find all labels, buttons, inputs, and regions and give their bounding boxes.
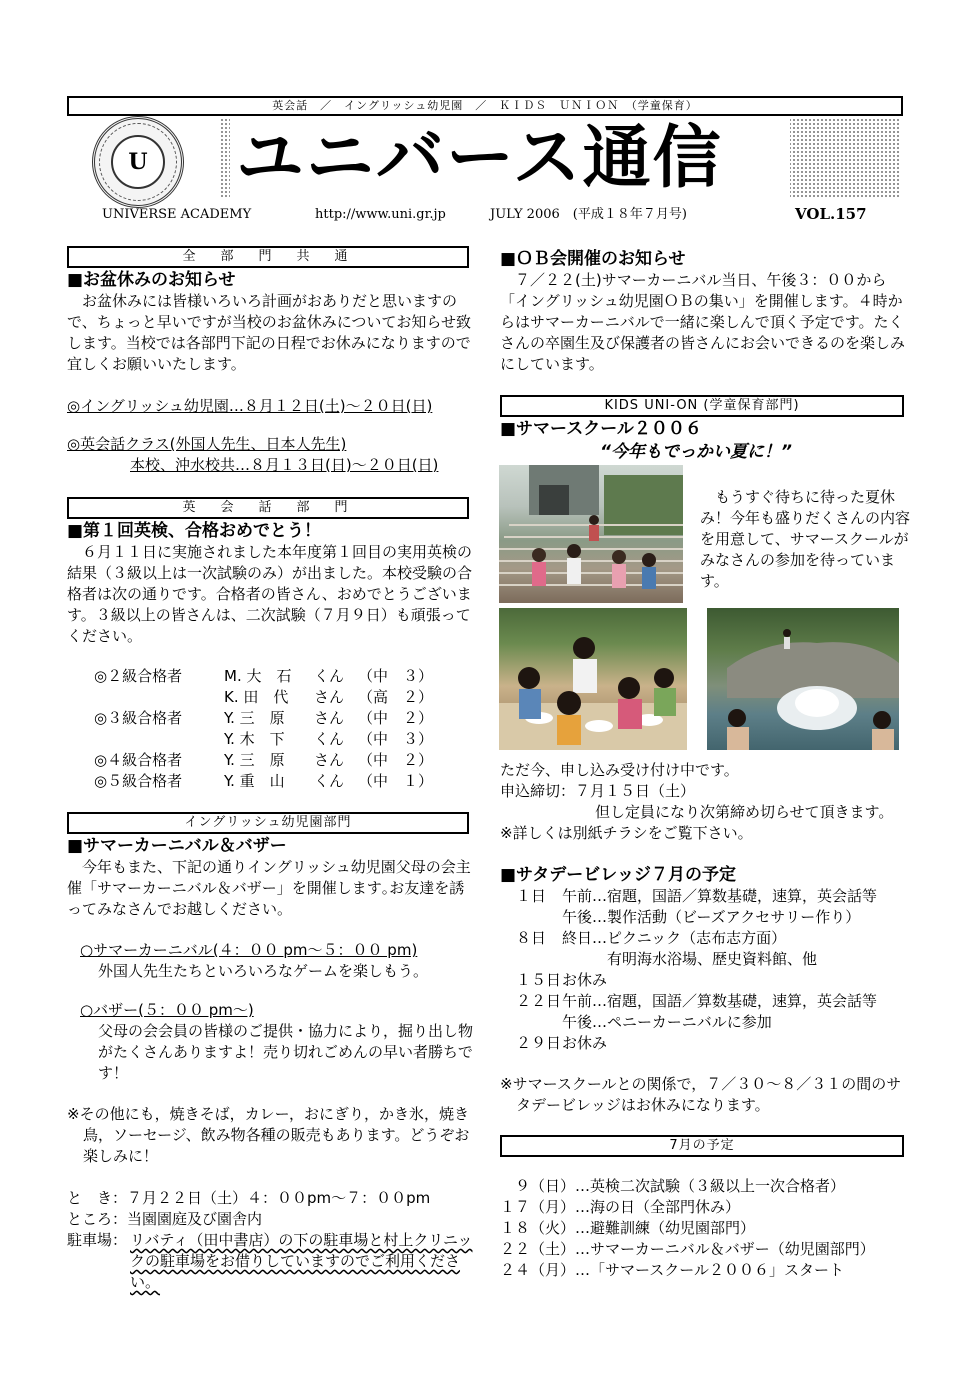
carnival-item-body: 外国人先生たちといろいろなゲームを楽しもう。 xyxy=(98,962,429,980)
passer-honorific: くん xyxy=(314,667,345,685)
photo-eating-illustration xyxy=(499,608,687,750)
academy-logo xyxy=(92,116,184,208)
village-day: ２９日 xyxy=(516,1034,562,1052)
village-row xyxy=(500,1033,910,1054)
carnival-body: 今年もまた、下記の通りイングリッシュ幼児園父母の会主催「サマーカーニバル＆バザー」を開催します｡お友達を誘ってみなさんでお越しください。 xyxy=(67,858,471,918)
passer-school: （中 ３） xyxy=(358,667,434,685)
passer-grade: ◎２級合格者 xyxy=(94,667,183,685)
photo-river-splash xyxy=(707,608,899,750)
passer-name: K. 田 代 xyxy=(224,688,289,706)
bazaar-body: 父母の会会員の皆様のご提供・協力により，掘り出し物がたくさんありますよ！売り切れごめんの早い者勝ちです！ xyxy=(98,1022,474,1082)
village-row xyxy=(500,886,910,907)
passer-name: Y. 木 下 xyxy=(224,730,285,748)
schedule-item: ９（日）…英検二次試験（３級以上一次合格者） xyxy=(500,1177,846,1195)
passer-honorific: さん xyxy=(314,709,345,727)
parking-label: 駐車場： xyxy=(67,1231,128,1249)
obon-eikaiwa-dates: 本校、沖水校共…８月１３日(日)～２０日(日) xyxy=(130,456,439,474)
summer-school-note: ※詳しくは別紙チラシをご覧下さい。 xyxy=(500,824,753,842)
village-day: ８日 xyxy=(516,929,547,947)
header-topbar: 英会話 ／ イングリッシュ幼児園 ／ ＫＩＤＳ ＵＮＩＯＮ （学童保育） xyxy=(67,96,903,116)
passer-row xyxy=(94,687,438,708)
passer-honorific: さん xyxy=(314,688,345,706)
passer-school: （中 １） xyxy=(358,772,434,790)
village-activity: 午後…ペニーカーニバルに参加 xyxy=(562,1013,772,1031)
passer-grade xyxy=(94,729,224,750)
summer-school-text: もうすぐ待ちに待った夏休み！今年も盛りだくさんの内容を用意して、サマースクールがみなさんの参加を待っています。 xyxy=(700,488,911,590)
village-activity: 有明海水浴場、歴史資料館、他 xyxy=(562,950,818,968)
obon-body: お盆休みには皆様いろいろ計画がおありだと思いますので、ちょっと早いですが当校のお盆休みについてお知らせ致します。当校では各部門下記の日程でお休みになりますので宜しくお願いいたします。 xyxy=(67,292,471,373)
saturday-village-list xyxy=(500,886,910,1054)
section-all-departments: 全 部 門 共 通 xyxy=(67,246,469,268)
passer-row xyxy=(94,729,438,750)
passer-row xyxy=(94,750,438,771)
village-activity: お休み xyxy=(562,971,608,989)
saturday-village-heading: ■サタデービレッジ７月の予定 xyxy=(500,865,737,885)
passer-name: Y. 重 山 xyxy=(224,772,285,790)
summer-school-slogan: “今年もでっかい夏に！” xyxy=(600,442,792,462)
summer-school-heading: ■サマースクール２００６ xyxy=(500,419,702,439)
issue-date: JULY 2006 (平成１８年７月号) xyxy=(490,207,687,222)
passer-honorific: さん xyxy=(314,751,345,769)
village-activity: 午前…宿題，国語／算数基礎，速算，英会話等 xyxy=(562,887,878,905)
passer-grade: ◎３級合格者 xyxy=(94,709,183,727)
eiken-body: ６月１１日に実施されました本年度第１回目の実用英検の結果（３級以上は一次試験のみ）が出ました。本校受験の合格者は次の通りです。合格者の皆さん、おめでとうございます。３級以上の皆さんは、二次試験（７月９日）も頑張ってください。 xyxy=(67,543,473,645)
carnival-time: と き：７月２２日（土）４：００pm～７：００pm xyxy=(67,1189,431,1207)
passer-school: （中 ２） xyxy=(358,751,434,769)
passer-name: M. 大 石 xyxy=(224,667,292,685)
passer-name: Y. 三 原 xyxy=(224,709,285,727)
other-food-note: ※その他にも，焼きそば，カレー，おにぎり，かき氷，焼き鳥，ソーセージ、飲み物各種の販売もあります。どうぞお楽しみに！ xyxy=(67,1105,470,1165)
village-row xyxy=(500,970,910,991)
passer-grade: ◎４級合格者 xyxy=(94,751,183,769)
village-activity: 午前…宿題，国語／算数基礎，速算，英会話等 xyxy=(562,992,878,1010)
village-day xyxy=(500,949,562,970)
ob-body: ７／２２(土)サマーカーニバル当日、午後３：００から「イングリッシュ幼児園ＯＢの集い」を開催します。４時からはサマーカーニバルで一緒に楽しんで頂く予定です。たくさんの卒園生及び保護者の皆さんにお会いできるのを楽しみにしています。 xyxy=(500,271,906,373)
village-row xyxy=(500,928,910,949)
village-day: ２２日 xyxy=(516,992,562,1010)
photo-stairs-children xyxy=(499,465,683,603)
village-day xyxy=(500,1012,562,1033)
passer-honorific: くん xyxy=(314,772,345,790)
village-row xyxy=(500,1012,910,1033)
photo-river-illustration xyxy=(707,608,899,750)
village-row xyxy=(500,907,910,928)
saturday-village-note: ※サマースクールとの関係で，７／３０～８／３１の間のサタデービレッジはお休みになります。 xyxy=(500,1075,902,1114)
schedule-item: ２２（土）…サマーカーニバル＆バザー（幼児園部門） xyxy=(500,1240,875,1258)
newsletter-title: ユニバース通信 xyxy=(230,118,790,200)
village-day: １日 xyxy=(516,887,547,905)
village-day: １５日 xyxy=(516,971,562,989)
passer-table xyxy=(94,666,438,792)
village-row xyxy=(500,991,910,1012)
passer-school: （中 ３） xyxy=(358,730,434,748)
photo-children-eating xyxy=(499,608,687,750)
schedule-item: ２４（月）…「サマースクール２００６」スタート xyxy=(500,1261,844,1279)
section-eikaiwa: 英 会 話 部 門 xyxy=(67,497,469,519)
carnival-place: ところ：当園園庭及び園舎内 xyxy=(67,1210,263,1228)
eiken-heading: ■第１回英検、合格おめでとう！ xyxy=(67,521,322,541)
photo-stairs-illustration xyxy=(499,465,683,603)
carnival-heading: ■サマーカーニバル＆バザー xyxy=(67,836,287,856)
section-english-kindergarten: イングリッシュ幼児園部門 xyxy=(67,812,469,834)
passer-grade: ◎５級合格者 xyxy=(94,772,183,790)
ob-heading: ■ＯＢ会開催のお知らせ xyxy=(500,249,686,269)
schedule-item: １７（月）…海の日（全部門休み） xyxy=(500,1198,741,1216)
academy-name: UNIVERSE ACADEMY xyxy=(102,207,252,222)
passer-row xyxy=(94,666,438,687)
summer-school-apply: ただ今、申し込み受け付け中です。 xyxy=(500,761,739,779)
summer-school-deadline: 申込締切：７月１５日（土） xyxy=(500,782,696,800)
obon-eikaiwa-heading: ◎英会話クラス(外国人先生、日本人先生) xyxy=(67,435,347,453)
summer-school-deadline-note: 但し定員になり次第締め切らせて頂きます。 xyxy=(595,803,894,821)
passer-school: （高 ２） xyxy=(358,688,434,706)
passer-row xyxy=(94,771,438,792)
schedule-item: １８（火）…避難訓練（幼児園部門） xyxy=(500,1219,756,1237)
village-activity: お休み xyxy=(562,1034,608,1052)
carnival-item: ○サマーカーニバル(４：００ pm～５：００ pm) xyxy=(80,941,418,959)
logo-emblem: U xyxy=(111,135,165,189)
village-day xyxy=(500,907,562,928)
section-kids-union: KIDS UNI-ON (学童保育部門) xyxy=(500,395,904,417)
passer-grade xyxy=(94,687,224,708)
bazaar-item: ○バザー(５：００ pm～) xyxy=(80,1001,254,1019)
parking-info: リバティ（田中書店）の下の駐車場と村上クリニックの駐車場をお借りしていますのでご利用ください。 xyxy=(130,1231,473,1291)
passer-honorific: くん xyxy=(314,730,345,748)
passer-name: Y. 三 原 xyxy=(224,751,285,769)
passer-row xyxy=(94,708,438,729)
obon-kids-dates: ◎イングリッシュ幼児園…８月１２日(土)～２０日(日) xyxy=(67,397,433,415)
passer-school: （中 ２） xyxy=(358,709,434,727)
village-activity: 午後…製作活動（ビーズアクセサリー作り） xyxy=(562,908,861,926)
village-row xyxy=(500,949,910,970)
volume-number: VOL.157 xyxy=(795,205,867,223)
website-url[interactable]: http://www.uni.gr.jp xyxy=(315,207,446,222)
obon-heading: ■お盆休みのお知らせ xyxy=(67,270,236,290)
section-july-schedule: 7月の予定 xyxy=(500,1135,904,1157)
village-activity: 終日…ピクニック（志布志方面） xyxy=(562,929,787,947)
july-schedule-list xyxy=(500,1176,910,1281)
